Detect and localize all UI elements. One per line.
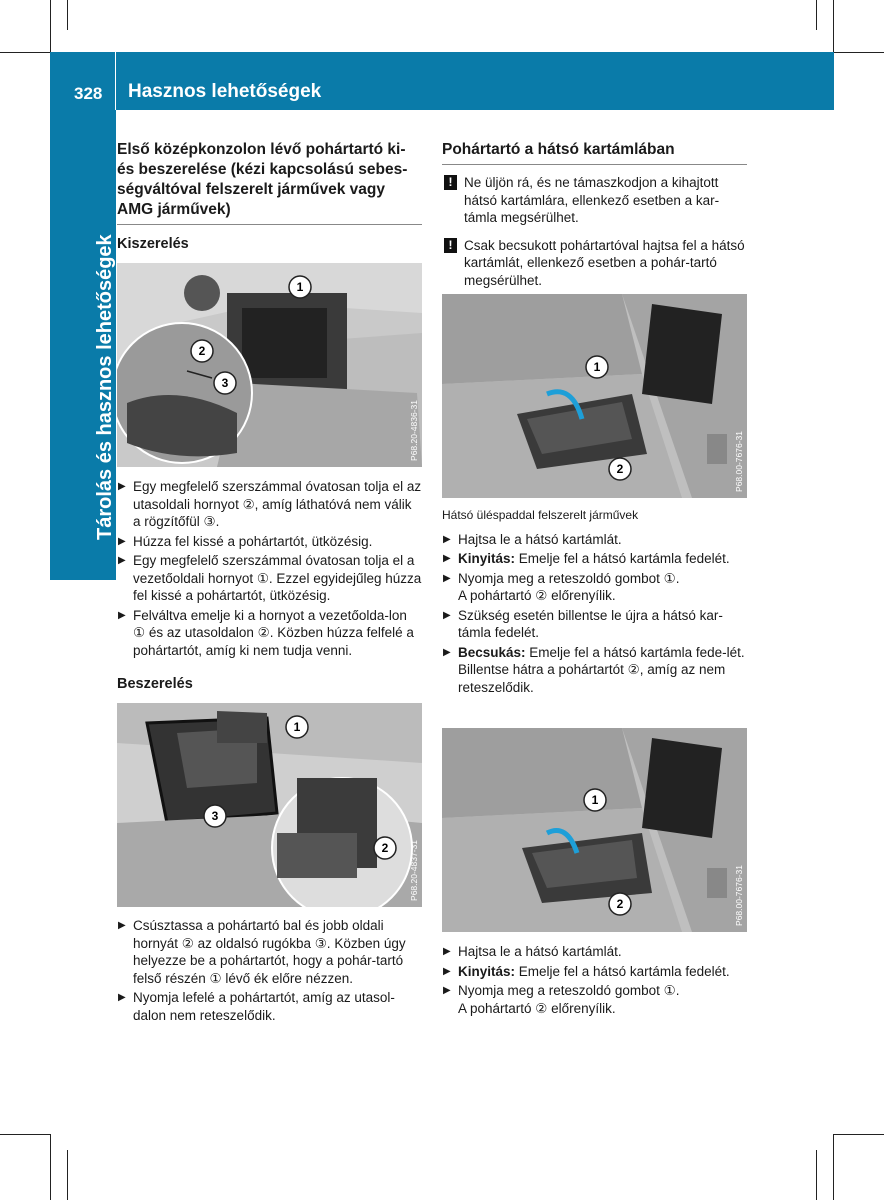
crop-mark xyxy=(834,52,884,53)
svg-text:2: 2 xyxy=(616,462,624,476)
crop-mark xyxy=(67,1150,68,1200)
page-number: 328 xyxy=(74,84,103,103)
installation-heading: Beszerelés xyxy=(117,676,193,692)
armrest-steps-1 xyxy=(442,531,747,697)
svg-text:2: 2 xyxy=(616,897,624,911)
crop-mark xyxy=(50,0,51,52)
list-item: ▶ Egy megfelelő szerszámmal óvatosan tolja el az utasoldali hornyot ②, amíg láthatóvá nem válik a rögzítőfül ③. xyxy=(118,479,422,529)
crop-mark xyxy=(0,1134,50,1135)
page-title: Hasznos lehetőségek xyxy=(128,81,322,102)
right-section-title: Pohártartó a hátsó kartámlában xyxy=(442,140,747,165)
svg-text:2: 2 xyxy=(381,841,389,855)
list-item: ▶ Kinyitás: Emelje fel a hátsó kartámla fedelét. xyxy=(443,551,730,566)
list-item: ▶ Hajtsa le a hátsó kartámlát. xyxy=(443,531,622,547)
list-item: ▶ Egy megfelelő szerszámmal óvatosan tolja el a vezetőoldali hornyot ①. Ezzel egyidejűleg húzza fel kissé a pohártartót, ütközésig. xyxy=(118,553,422,603)
warning-icon: ! xyxy=(444,175,457,190)
crop-mark xyxy=(834,1134,884,1135)
list-item: ▶ Becsukás: Emelje fel a hátsó kartámla fede-lét. Billentse hátra a pohártartót ②, amíg az nem reteszelődik. xyxy=(443,644,745,695)
list-item: ▶ Szükség esetén billentse le újra a hátsó kar-támla fedelét. xyxy=(443,607,723,640)
warning-note: ! Csak becsukott pohártartóval hajtsa fel a hátsó kartámlát, ellenkező esetben a pohár-tartó megsérülhet. xyxy=(442,237,747,290)
svg-text:1: 1 xyxy=(293,720,301,734)
list-item: ▶ Nyomja meg a reteszoldó gombot ①. A pohártartó ② előrenyílik. xyxy=(443,983,680,1016)
list-item: ▶ Húzza fel kissé a pohártartót, ütközésig. xyxy=(118,533,373,549)
svg-text:3: 3 xyxy=(211,809,219,823)
svg-text:1: 1 xyxy=(591,793,599,807)
removal-steps xyxy=(117,478,422,659)
list-item: ▶ Nyomja lefelé a pohártartót, amíg az utasol-dalon nem reteszelődik. xyxy=(118,990,395,1023)
svg-text:1: 1 xyxy=(593,360,601,374)
svg-text:2: 2 xyxy=(198,344,206,358)
installation-image xyxy=(117,703,422,907)
armrest-steps-2 xyxy=(442,943,747,1017)
removal-image xyxy=(117,263,422,467)
removal-heading: Kiszerelés xyxy=(117,236,189,252)
list-item: ▶ Hajtsa le a hátsó kartámlát. xyxy=(443,944,622,959)
warning-icon: ! xyxy=(444,238,457,253)
image-code: P68.00-7676-31 xyxy=(734,431,744,492)
warning-note: ! Ne üljön rá, és ne támaszkodjon a kihajtott hátsó kartámlára, ellenkező esetben a kar-támla megsérülhet. xyxy=(442,174,747,227)
crop-mark xyxy=(67,0,68,30)
installation-steps xyxy=(117,917,422,1024)
list-item: ▶ Nyomja meg a reteszoldó gombot ①. A pohártartó ② előrenyílik. xyxy=(443,570,680,603)
left-section-heading-block xyxy=(117,140,422,225)
crop-mark xyxy=(833,0,834,52)
image-code: P68.20-4837-31 xyxy=(409,840,419,901)
armrest-image-2 xyxy=(442,728,747,932)
crop-mark xyxy=(50,1134,51,1200)
svg-text:1: 1 xyxy=(296,280,304,294)
header-divider xyxy=(115,52,116,110)
crop-mark xyxy=(0,52,50,53)
crop-mark xyxy=(816,0,817,30)
armrest-image-1 xyxy=(442,294,747,498)
list-item: ▶ Felváltva emelje ki a hornyot a vezetőolda-lon ① és az utasoldalon ②. Közben húzza felfelé a pohártartót, amíg ki nem tudja venni. xyxy=(118,607,414,658)
list-item: ▶ Csúsztassa a pohártartó bal és jobb oldali hornyát ② az oldalsó rugókba ③. Közben úgy helyezze be a pohártartót, hogy a pohár-tartó felső részén ① lévő ék előre nézzen. xyxy=(118,918,406,986)
left-section-title: Első középkonzolon lévő pohártartó ki-és beszerelése (kézi kapcsolású sebes-ségváltóval felszerelt járművek vagy AMG járművek) xyxy=(117,140,422,225)
image-code: P68.00-7676-31 xyxy=(734,865,744,926)
svg-text:3: 3 xyxy=(221,376,229,390)
list-item: ▶ Kinyitás: Emelje fel a hátsó kartámla fedelét. xyxy=(443,963,730,979)
image-code: P68.20-4836-31 xyxy=(409,400,419,461)
crop-mark xyxy=(816,1150,817,1200)
crop-mark xyxy=(833,1134,834,1200)
side-tab-label: Tárolás és hasznos lehetőségek xyxy=(94,234,116,540)
image-caption: Hátsó üléspaddal felszerelt járművek xyxy=(442,508,639,522)
